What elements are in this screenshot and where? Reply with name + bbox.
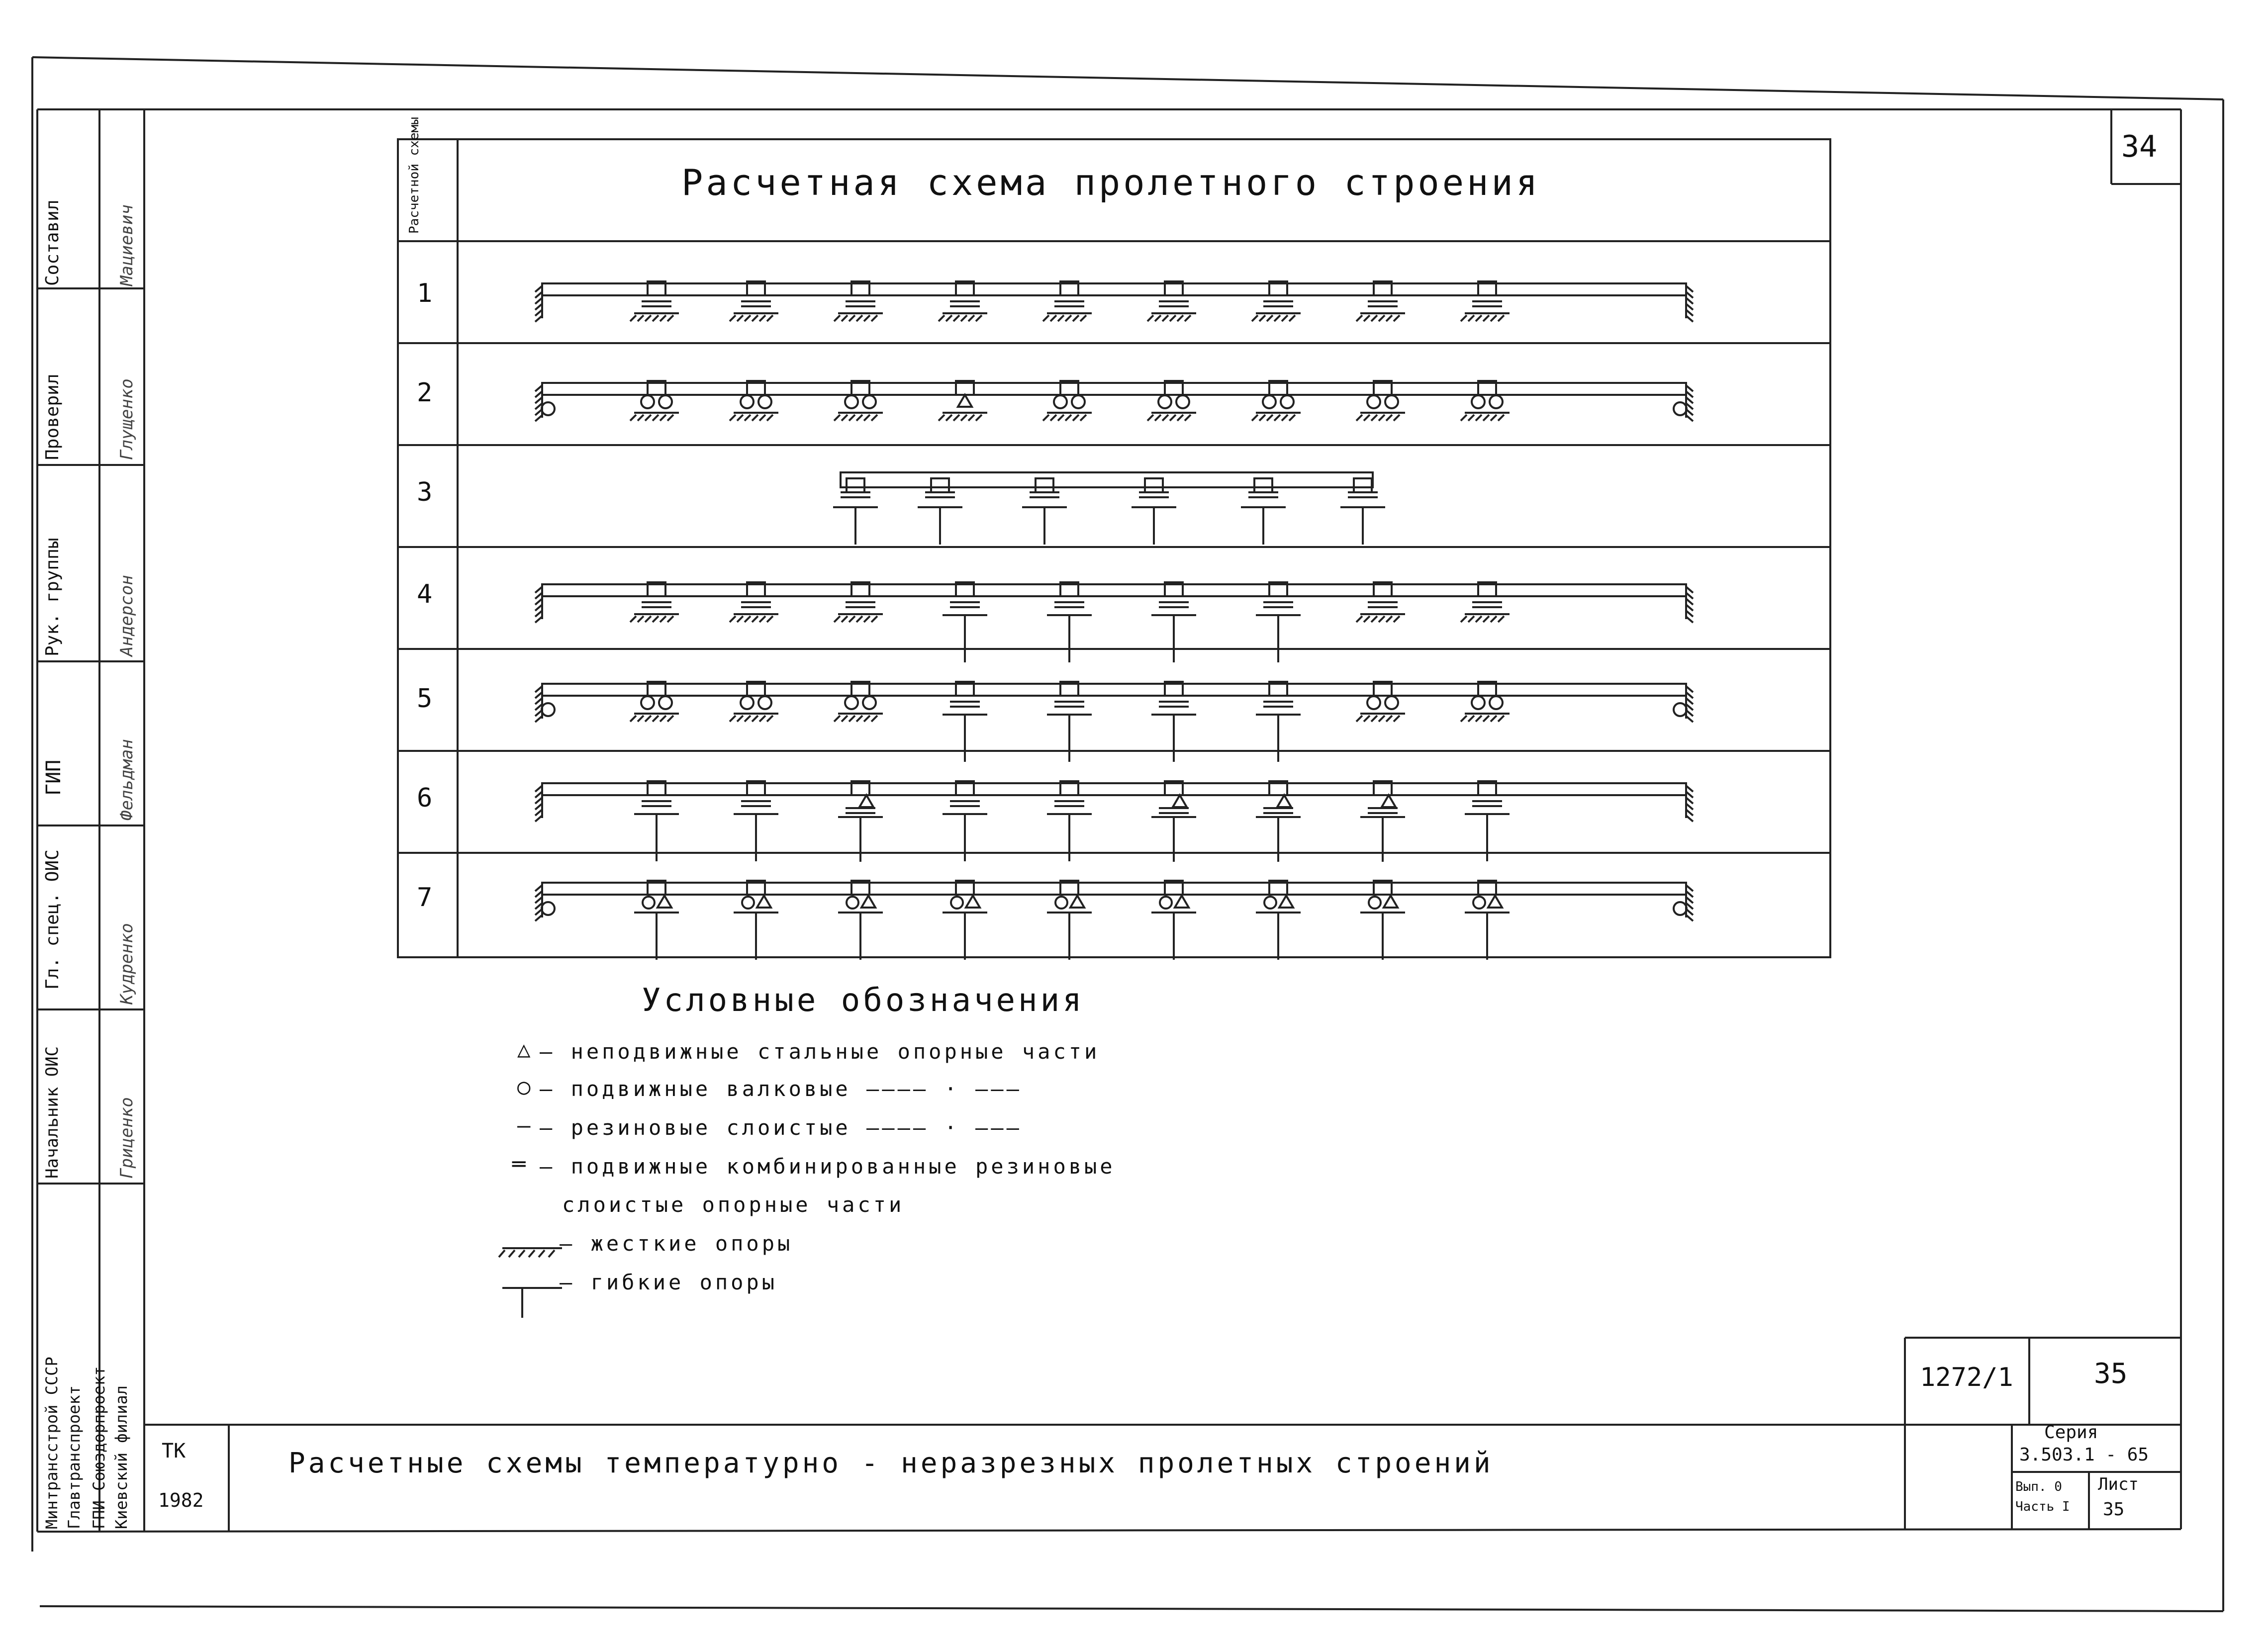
legend-item-1: – неподвижные стальные опорные части xyxy=(540,1039,1100,1064)
stamp-signature-5: Кудренко xyxy=(117,923,137,1005)
legend-symbol-1: △ xyxy=(517,1037,531,1062)
stamp-role-3: Рук. группы xyxy=(42,538,63,656)
stamp-role-4: ГИП xyxy=(42,759,65,796)
stamp-signature-6: Гриценко xyxy=(117,1097,137,1179)
stamp-series-value: 3.503.1 - 65 xyxy=(2019,1445,2149,1465)
stamp-doc-code: 1272/1 xyxy=(1920,1363,2013,1392)
legend-item-3: – резиновые слоистые ———— · ——— xyxy=(540,1115,1022,1140)
stamp-sheet-value: 35 xyxy=(2103,1499,2125,1520)
stamp-org-4: Киевский филиал xyxy=(112,1385,131,1529)
scheme-number-2: 2 xyxy=(417,378,433,408)
legend-symbol-4: ═ xyxy=(512,1152,526,1177)
table-title: Расчетная схема пролетного строения xyxy=(681,162,1541,203)
scheme-number-4: 4 xyxy=(417,579,433,609)
scheme-4-deck xyxy=(542,584,1686,596)
legend-item-5: слоистые опорные части xyxy=(562,1192,905,1217)
stamp-signature-3: Андерсон xyxy=(117,575,137,656)
flexible-support-symbol xyxy=(502,1288,562,1318)
stamp-org-2: Главтранспроект xyxy=(65,1385,84,1529)
scheme-3 xyxy=(833,472,1385,545)
scheme-7-deck xyxy=(542,883,1686,895)
scheme-3-deck xyxy=(841,472,1373,487)
scheme-number-6: 6 xyxy=(417,783,433,813)
scheme-5 xyxy=(535,682,1693,762)
table-header-column: Расчетной схемы xyxy=(407,117,422,234)
stamp-page: 35 xyxy=(2094,1358,2128,1390)
stamp-sheet-label: Лист xyxy=(2098,1474,2139,1494)
legend-symbol-3: — xyxy=(517,1113,531,1138)
scheme-number-7: 7 xyxy=(417,883,433,913)
scheme-5-deck xyxy=(542,684,1686,696)
stamp-left-code: ТК xyxy=(162,1440,186,1462)
stamp-signature-1: Мациевич xyxy=(117,204,137,286)
stamp-role-1: Составил xyxy=(42,199,63,286)
sheet-number: 34 xyxy=(2121,129,2158,164)
stamp-role-2: Проверил xyxy=(42,373,63,460)
stamp-signature-4: Фельдман xyxy=(117,739,137,821)
stamp-role-6: Начальник ОИС xyxy=(42,1046,62,1179)
scheme-7 xyxy=(535,881,1693,960)
stamp-left-year: 1982 xyxy=(158,1489,204,1511)
scheme-2-deck xyxy=(542,383,1686,395)
scheme-1-deck xyxy=(542,283,1686,295)
legend-item-7: – гибкие опоры xyxy=(560,1270,778,1294)
scheme-2 xyxy=(535,381,1693,421)
stamp-title: Расчетные схемы температурно - неразрезных пролетных строений xyxy=(288,1447,1494,1479)
scheme-number-3: 3 xyxy=(417,477,433,507)
stamp-org-3: ГПИ Союздорпроект xyxy=(90,1366,108,1529)
scheme-number-1: 1 xyxy=(417,278,433,308)
stamp-signature-2: Глущенко xyxy=(117,378,137,460)
scheme-6-deck xyxy=(542,783,1686,795)
scheme-1 xyxy=(535,281,1693,322)
stamp-series-label: Серия xyxy=(2044,1422,2098,1443)
legend-symbol-2: ○ xyxy=(517,1074,531,1099)
legend-item-2: – подвижные валковые ———— · ——— xyxy=(540,1077,1022,1101)
scheme-4 xyxy=(535,582,1693,662)
stamp-role-5: Гл. спец. ОИС xyxy=(42,849,63,990)
stamp-issue-label: Вып. 0 Часть I xyxy=(2015,1479,2070,1514)
legend-title: Условные обозначения xyxy=(642,982,1085,1019)
legend-item-6: – жесткие опоры xyxy=(560,1231,793,1256)
scheme-6 xyxy=(535,781,1693,862)
scheme-number-5: 5 xyxy=(417,684,433,714)
stamp-org-1: Минтрансстрой СССР xyxy=(42,1357,61,1529)
legend-item-4: – подвижные комбинированные резиновые xyxy=(540,1154,1116,1179)
